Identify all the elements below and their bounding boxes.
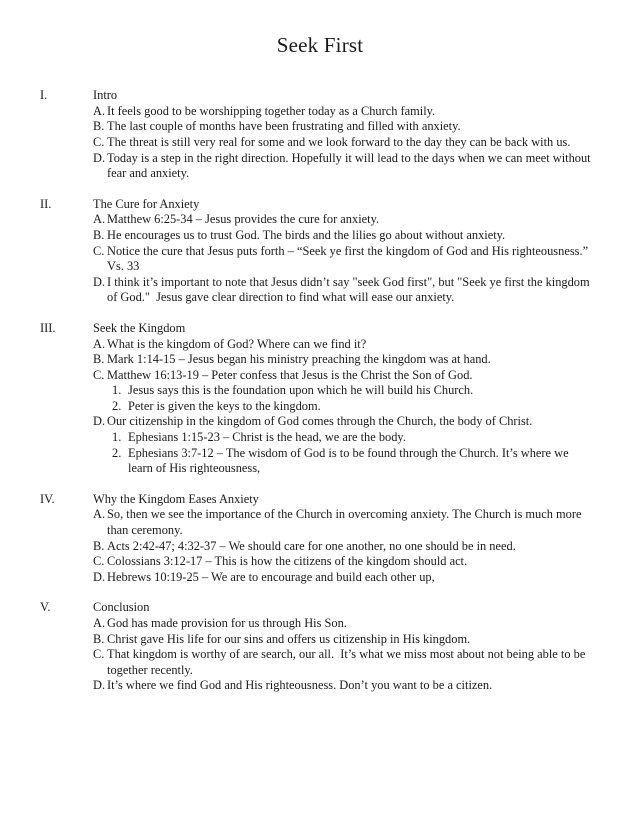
item-text: I think it’s important to note that Jesus didn’t say "seek God first", but "Seek ye first the kingdom of God." Jesus gave clear direction to find what will ease our anxiety. xyxy=(107,274,593,305)
subitem-marker: 2. xyxy=(112,398,122,413)
outline-item xyxy=(0,554,640,570)
outline-item xyxy=(0,119,640,135)
page-title: Seek First xyxy=(276,33,364,57)
item-text: Colossians 3:12-17 – This is how the citizens of the kingdom should act. xyxy=(107,554,468,569)
item-marker: B. xyxy=(93,119,105,134)
subitem-marker: 2. xyxy=(112,445,122,460)
outline-item xyxy=(0,570,640,586)
section-heading-row xyxy=(0,321,640,337)
section-marker: II. xyxy=(40,196,52,211)
section-heading-row xyxy=(0,197,640,213)
item-text: The threat is still very real for some and we look forward to the day they can be back with us. xyxy=(107,134,571,149)
item-text: That kingdom is worthy of are search, our all. It’s what we miss most about not being able to be together recently. xyxy=(107,647,589,677)
item-text: Mark 1:14-15 – Jesus began his ministry preaching the kingdom was at hand. xyxy=(107,352,491,367)
section-heading: Why the Kingdom Eases Anxiety xyxy=(93,491,259,506)
item-text: Christ gave His life for our sins and offers us citizenship in His kingdom. xyxy=(107,631,471,646)
outline-item xyxy=(0,632,640,648)
outline-body xyxy=(0,88,640,694)
subitem-text: Ephesians 3:7-12 – The wisdom of God is to be found through the Church. It’s where we learn of His righteousness, xyxy=(128,445,572,476)
section-heading: Conclusion xyxy=(93,600,150,615)
item-text: God has made provision for us through His Son. xyxy=(107,616,347,630)
item-marker: A. xyxy=(93,103,106,118)
item-text: Notice the cure that Jesus puts forth – “Seek ye first the kingdom of God and His righteousness.” Vs. 33 xyxy=(107,243,591,274)
section-heading: Seek the Kingdom xyxy=(93,320,186,335)
outline-item xyxy=(0,228,640,244)
section-heading-row xyxy=(0,88,640,104)
section-marker: IV. xyxy=(40,491,55,506)
item-text: Acts 2:42-47; 4:32-37 – We should care for one another, no one should be in need. xyxy=(107,538,516,553)
item-marker: A. xyxy=(93,507,106,522)
item-text: Today is a step in the right direction. Hopefully it will lead to the days when we can meet without fear and anxiety. xyxy=(107,150,594,181)
item-text: Hebrews 10:19-25 – We are to encourage and build each other up, xyxy=(107,569,435,584)
outline-item xyxy=(0,539,640,555)
subitem-text: Peter is given the keys to the kingdom. xyxy=(128,398,321,413)
item-text: So, then we see the importance of the Church in overcoming anxiety. The Church is much more than ceremony. xyxy=(107,507,585,538)
item-text: The last couple of months have been frustrating and filled with anxiety. xyxy=(107,119,461,134)
item-marker: D. xyxy=(93,414,106,429)
outline-item xyxy=(0,212,640,228)
outline-item xyxy=(0,507,640,538)
item-marker: B. xyxy=(93,352,105,367)
outline-subitem xyxy=(0,383,640,399)
outline-subitem xyxy=(0,399,640,415)
section-marker: V. xyxy=(40,600,51,615)
outline-subitem xyxy=(0,430,640,446)
section-marker: III. xyxy=(40,320,56,335)
subitem-text: Ephesians 1:15-23 – Christ is the head, we are the body. xyxy=(128,430,406,445)
item-text: Our citizenship in the kingdom of God comes through the Church, the body of Christ. xyxy=(107,414,533,429)
section-heading: The Cure for Anxiety xyxy=(93,196,200,211)
subitem-marker: 1. xyxy=(112,383,122,398)
outline-item xyxy=(0,678,640,694)
outline-item xyxy=(0,244,640,275)
outline-section xyxy=(0,197,640,306)
outline-item xyxy=(0,104,640,120)
outline-item xyxy=(0,151,640,182)
item-marker: A. xyxy=(93,616,106,630)
outline-item xyxy=(0,275,640,306)
outline-section xyxy=(0,492,640,586)
item-marker: D. xyxy=(93,150,106,165)
outline-section xyxy=(0,600,640,694)
item-marker: C. xyxy=(93,134,105,149)
outline-item xyxy=(0,414,640,430)
outline-subitem xyxy=(0,446,640,477)
item-marker: C. xyxy=(93,647,105,662)
outline-item xyxy=(0,616,640,632)
item-text: It feels good to be worshipping together today as a Church family. xyxy=(107,103,436,118)
item-marker: B. xyxy=(93,631,105,646)
outline-item xyxy=(0,647,640,678)
item-marker: C. xyxy=(93,367,105,382)
outline-item xyxy=(0,135,640,151)
item-marker: D. xyxy=(93,678,106,693)
item-marker: C. xyxy=(93,243,105,258)
section-marker: I. xyxy=(40,88,48,103)
item-marker: B. xyxy=(93,538,105,553)
subitem-marker: 1. xyxy=(112,430,122,445)
section-heading-row xyxy=(0,600,640,616)
item-text: Matthew 6:25-34 – Jesus provides the cure for anxiety. xyxy=(107,212,380,227)
item-marker: A. xyxy=(93,212,106,227)
outline-item xyxy=(0,352,640,368)
outline-section xyxy=(0,88,640,182)
outline-item xyxy=(0,368,640,384)
section-heading-row xyxy=(0,492,640,508)
item-marker: B. xyxy=(93,227,105,242)
item-text: He encourages us to trust God. The birds and the lilies go about without anxiety. xyxy=(107,227,506,242)
item-text: Matthew 16:13-19 – Peter confess that Jesus is the Christ the Son of God. xyxy=(107,367,473,382)
item-marker: A. xyxy=(93,336,106,351)
item-text: It’s where we find God and His righteousness. Don’t you want to be a citizen. xyxy=(107,678,493,693)
item-marker: D. xyxy=(93,569,106,584)
item-text: What is the kingdom of God? Where can we find it? xyxy=(107,336,367,351)
item-marker: C. xyxy=(93,554,105,569)
outline-section xyxy=(0,321,640,477)
subitem-text: Jesus says this is the foundation upon which he will build his Church. xyxy=(128,383,474,398)
section-heading: Intro xyxy=(93,88,118,103)
item-marker: D. xyxy=(93,274,106,289)
outline-item xyxy=(0,337,640,353)
